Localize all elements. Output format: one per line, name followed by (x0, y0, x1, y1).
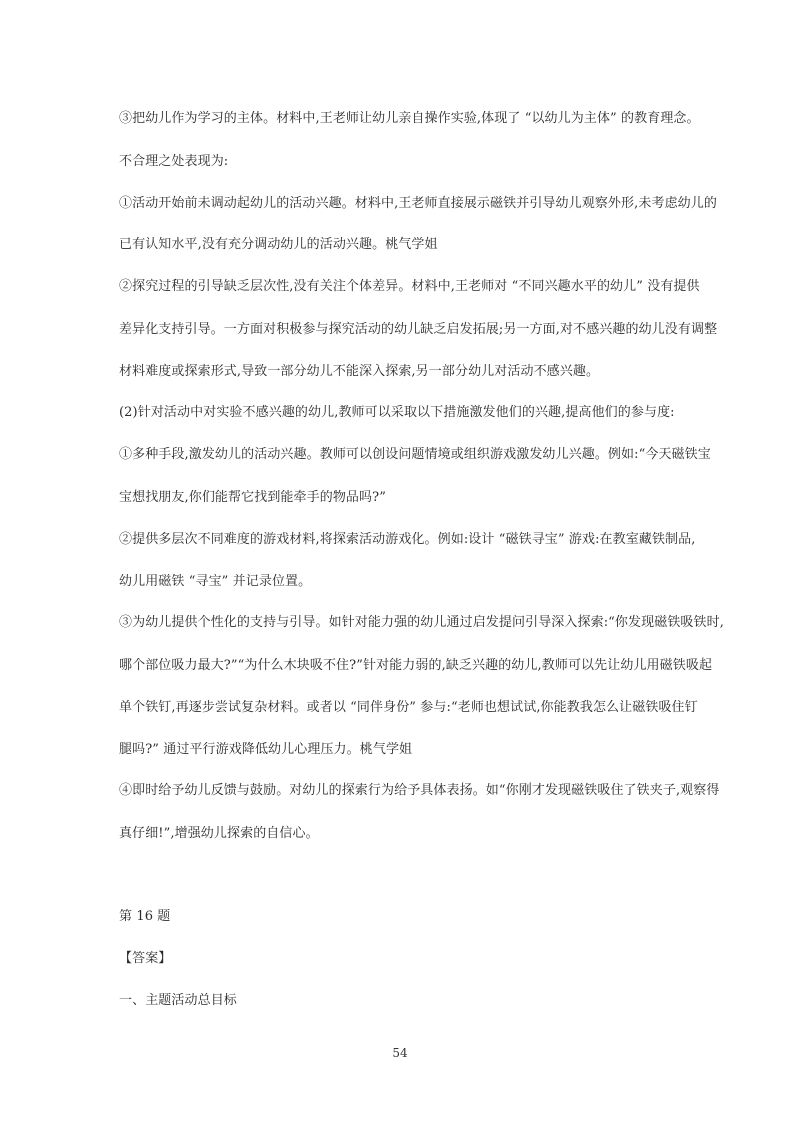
question-number: 第 16 题 (119, 909, 171, 924)
text-line: ①多种手段,激发幼儿的活动兴趣。教师可以创设问题情境或组织游戏激发幼儿兴趣。例如:“今天磁铁宝 (119, 447, 711, 462)
text-line: 宝想找朋友,你们能帮它找到能牵手的物品吗?” (119, 490, 386, 505)
text-line: ④即时给予幼儿反馈与鼓励。对幼儿的探索行为给予具体表扬。如“你刚才发现磁铁吸住了铁夹子,观察得 (119, 783, 720, 798)
text-line: 差异化支持引导。一方面对积极参与探究活动的幼儿缺乏启发拓展;另一方面,对不感兴趣的幼儿没有调整 (119, 322, 718, 337)
text-line: 幼儿用磁铁 “寻宝” 并记录位置。 (119, 574, 312, 589)
answer-heading: 【答案】 (119, 951, 172, 966)
text-line: ③为幼儿提供个性化的支持与引导。如针对能力强的幼儿通过启发提问引导深入探索:“你发现磁铁吸铁时, (119, 615, 724, 630)
text-line: ②探究过程的引导缺乏层次性,没有关注个体差异。材料中,王老师对 “不同兴趣水平的幼儿” 没有提供 (119, 279, 700, 294)
section-heading: 一、主题活动总目标 (119, 993, 237, 1008)
text-line: (2)针对活动中对实验不感兴趣的幼儿,教师可以采取以下措施激发他们的兴趣,提高他们的参与度: (119, 405, 675, 420)
text-line: 腿吗?” 通过平行游戏降低幼儿心理压力。桃气学姐 (119, 742, 413, 757)
text-line: 哪个部位吸力最大?”“为什么木块吸不住?”针对能力弱的,缺乏兴趣的幼儿,教师可以先让幼儿用磁铁吸起 (119, 658, 713, 673)
text-line: ①活动开始前未调动起幼儿的活动兴趣。材料中,王老师直接展示磁铁并引导幼儿观察外形,未考虑幼儿的 (119, 196, 717, 211)
text-line: 不合理之处表现为: (119, 154, 229, 169)
page-number: 54 (392, 1046, 408, 1060)
text-line: 已有认知水平,没有充分调动幼儿的活动兴趣。桃气学姐 (119, 237, 438, 252)
text-line: 单个铁钉,再逐步尝试复杂材料。或者以 “同伴身份” 参与:“老师也想试试,你能教我怎么让磁铁吸住钉 (119, 700, 698, 715)
text-line: 材料难度或探索形式,导致一部分幼儿不能深入探索,另一部分幼儿对活动不感兴趣。 (119, 364, 600, 379)
text-line: ②提供多层次不同难度的游戏材料,将探索活动游戏化。例如:设计 “磁铁寻宝” 游戏:在教室藏铁制品, (119, 532, 696, 547)
text-line: 真仔细!”,增强幼儿探索的自信心。 (119, 826, 319, 841)
text-line: ③把幼儿作为学习的主体。材料中,王老师让幼儿亲自操作实验,体现了 “以幼儿为主体” 的教育理念。 (119, 111, 700, 126)
